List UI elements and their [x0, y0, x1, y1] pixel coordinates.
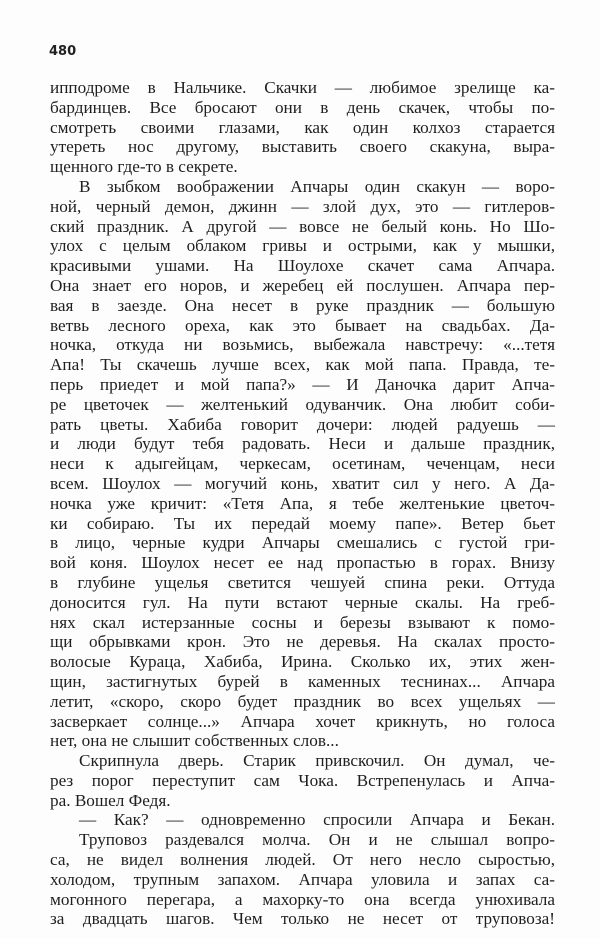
text-line: всем. Шоулох — могучий конь, хватит сил у него. А Да-: [50, 473, 555, 493]
text-line: В зыбком воображении Апчары один скакун — воро-: [79, 176, 555, 196]
text-line: за двадцать шагов. Чем только не несет от труповоза!: [50, 909, 555, 929]
paragraph: [50, 810, 555, 830]
text-line: Скрипнула дверь. Старик привскочил. Он думал, че-: [79, 751, 555, 771]
text-line: Она знает его норов, и жеребец ей послушен. Апчара пер-: [50, 275, 555, 295]
text-line: ре цветочек — желтенький одуванчик. Она любит соби-: [50, 394, 555, 414]
text-line: щин, застигнутых бурей в каменных теснинах... Апчара: [50, 671, 555, 691]
text-line: холодом, трупным запахом. Апчара уловила и запах са-: [50, 869, 555, 889]
text-line: щи обрывками крон. Это не деревья. На скалах просто-: [50, 632, 555, 652]
text-line: рать цветы. Хабиба говорит дочери: людей радуешь —: [50, 414, 555, 434]
text-line: в лицо, черные кудри Апчары смешались с густой гри-: [50, 533, 555, 553]
page-number: 480: [49, 44, 77, 59]
paragraph: [50, 830, 555, 929]
text-line: са, не видел волнения людей. От него несло сыростью,: [50, 850, 555, 870]
text-line: перь приедет и мой папа?» — И Даночка дарит Апча-: [50, 374, 555, 394]
text-line: волосые Кураца, Хабиба, Ирина. Сколько их, этих жен-: [50, 652, 555, 672]
text-line: ский праздник. А другой — вовсе не белый конь. Но Шо-: [50, 216, 555, 236]
paragraph: [50, 177, 555, 751]
text-line: засверкает солнце...» Апчара хочет крикнуть, но голоса: [50, 711, 555, 731]
text-line: летит, «скоро, скоро будет праздник во всех ущельях —: [50, 691, 555, 711]
text-line: могонного перегара, а махорку-то она всегда унюхивала: [50, 889, 555, 909]
paragraph: [50, 751, 555, 810]
text-line: ной, черный демон, джинн — злой дух, это — гитлеров-: [50, 196, 555, 216]
text-line: смотреть своими глазами, как один колхоз старается: [50, 117, 555, 137]
text-line: вая в заезде. Она несет в руке праздник — большую: [50, 295, 555, 315]
text-line: нях скал истерзанные сосны и березы взывают к помо-: [50, 612, 555, 632]
page-text-body: [50, 78, 555, 929]
text-line: ра. Вошел Федя.: [50, 790, 171, 810]
text-line: Апа! Ты скачешь лучше всех, как мой папа. Правда, те-: [50, 355, 555, 375]
text-line: ночка, откуда ни возьмись, выбежала навстречу: «...тетя: [50, 335, 555, 355]
text-line: бардинцев. Все бросают они в день скачек, чтобы по-: [50, 97, 555, 117]
text-line: рез порог переступит сам Чока. Встрепенулась и Апча-: [50, 770, 555, 790]
text-line: красивыми ушами. На Шоулохе скачет сама Апчара.: [50, 256, 555, 276]
text-line: ветвь лесного ореха, как это бывает на свадьбах. Да-: [50, 315, 555, 335]
text-line: неси к адыгейцам, черкесам, осетинам, чеченцам, неси: [50, 454, 555, 474]
text-line: и люди будут тебя радовать. Неси и дальше праздник,: [50, 434, 555, 454]
text-line: в глубине ущелья светится чешуей спина реки. Оттуда: [50, 572, 555, 592]
text-line: — Как? — одновременно спросили Апчара и Бекан.: [79, 810, 555, 830]
paragraph: [50, 78, 555, 177]
text-line: утереть нос другому, выставить своего скакуна, выра-: [50, 137, 555, 157]
text-line: ки собираю. Ты их передай моему папе». Ветер бьет: [50, 513, 555, 533]
text-line: вой коня. Шоулох несет ее над пропастью в горах. Внизу: [50, 553, 555, 573]
text-line: ночка уже кричит: «Тетя Апа, я тебе желтенькие цветоч-: [50, 493, 555, 513]
text-line: щенного где-то в секрете.: [50, 157, 238, 177]
text-line: Труповоз раздевался молча. Он и не слышал вопро-: [79, 830, 555, 850]
text-line: доносится гул. На пути встают черные скалы. На греб-: [50, 592, 555, 612]
text-line: нет, она не слышит собственных слов...: [50, 731, 339, 751]
text-line: ипподроме в Нальчике. Скачки — любимое зрелище ка-: [50, 78, 555, 97]
text-line: улох с целым облаком гривы и острыми, как у мышки,: [50, 236, 555, 256]
